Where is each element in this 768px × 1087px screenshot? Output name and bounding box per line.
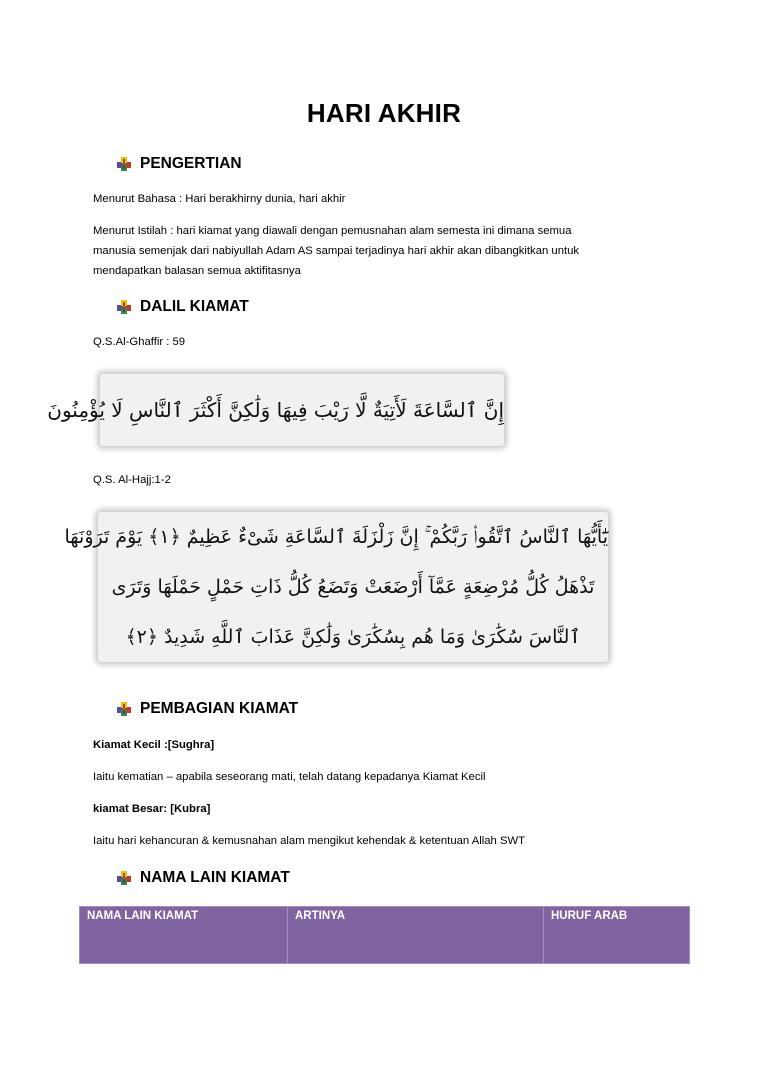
text-line: mendapatkan balasan semua aktifitasnya (93, 265, 301, 277)
bullet-icon (117, 300, 131, 314)
heading-dalil (117, 298, 249, 316)
verse-line: ٱلنَّاسَ سُكَٰرَىٰ وَمَا هُم بِسُكَٰرَىٰ وَلَٰكِنَّ عَذَابَ ٱللَّهِ شَدِيدٌ ﴿٢﴾ (125, 626, 581, 648)
definition-istilah (93, 221, 683, 281)
heading-label: PEMBAGIAN KIAMAT (140, 700, 299, 717)
bullet-icon (117, 157, 131, 171)
nama-lain-table (79, 906, 690, 964)
kiamat-kecil-label: Kiamat Kecil :[Sughra] (93, 739, 215, 751)
heading-pembagian (117, 700, 298, 718)
kiamat-kecil-text: Iaitu kematian – apabila seseorang mati, telah datang kepadanya Kiamat Kecil (93, 771, 486, 783)
heading-pengertian (117, 155, 242, 173)
table-header-cell: NAMA LAIN KIAMAT (80, 907, 288, 964)
heading-nama-lain (117, 869, 290, 887)
verse-reference: Q.S.Al-Ghaffir : 59 (93, 336, 186, 348)
definition-bahasa: Menurut Bahasa : Hari berakhirny dunia, hari akhir (93, 193, 346, 205)
verse-image-hajj (64, 512, 608, 662)
verse-reference: Q.S. Al-Hajj:1-2 (93, 474, 171, 486)
heading-label: NAMA LAIN KIAMAT (140, 869, 290, 886)
heading-label: DALIL KIAMAT (140, 298, 249, 315)
table-header-cell: ARTINYA (288, 907, 544, 964)
bullet-icon (117, 871, 131, 885)
verse-line: يَٰٓأَيُّهَا ٱلنَّاسُ ٱتَّقُوا۟ رَبَّكُمْ ۚ إِنَّ زَلْزَلَةَ ٱلسَّاعَةِ شَىْءٌ عَظِيمٌ ﴿١﴾ يَوْمَ تَرَوْنَهَا (64, 526, 608, 548)
verse-image-ghaffir: إِنَّ ٱلسَّاعَةَ لَأَتِيَةٌ لَّا رَيْبَ فِيهَا وَلَٰكِنَّ أَكْثَرَ ٱلنَّاسِ لَا يُؤْمِنُونَ (100, 374, 504, 446)
text-line: Menurut Istilah : hari kiamat yang diawali dengan pemusnahan alam semesta ini dimana semua (93, 225, 572, 237)
bullet-icon (117, 702, 131, 716)
page-title: HARI AKHIR (306, 98, 462, 128)
verse-line: تَذْهَلُ كُلُّ مُرْضِعَةٍ عَمَّآ أَرْضَعَتْ وَتَضَعُ كُلُّ ذَاتِ حَمْلٍ حَمْلَهَا وَتَرَى (111, 576, 595, 598)
table-header-cell: HURUF ARAB (544, 907, 690, 964)
text-line: manusia semenjak dari nabiyullah Adam AS sampai terjadinya hari akhir akan dibangkitkan untuk (93, 245, 580, 257)
kiamat-besar-text: Iaitu hari kehancuran & kemusnahan alam mengikut kehendak & ketentuan Allah SWT (93, 835, 526, 847)
table-header-row (80, 907, 690, 964)
heading-label: PENGERTIAN (140, 155, 242, 172)
kiamat-besar-label: kiamat Besar: [Kubra] (93, 803, 211, 815)
